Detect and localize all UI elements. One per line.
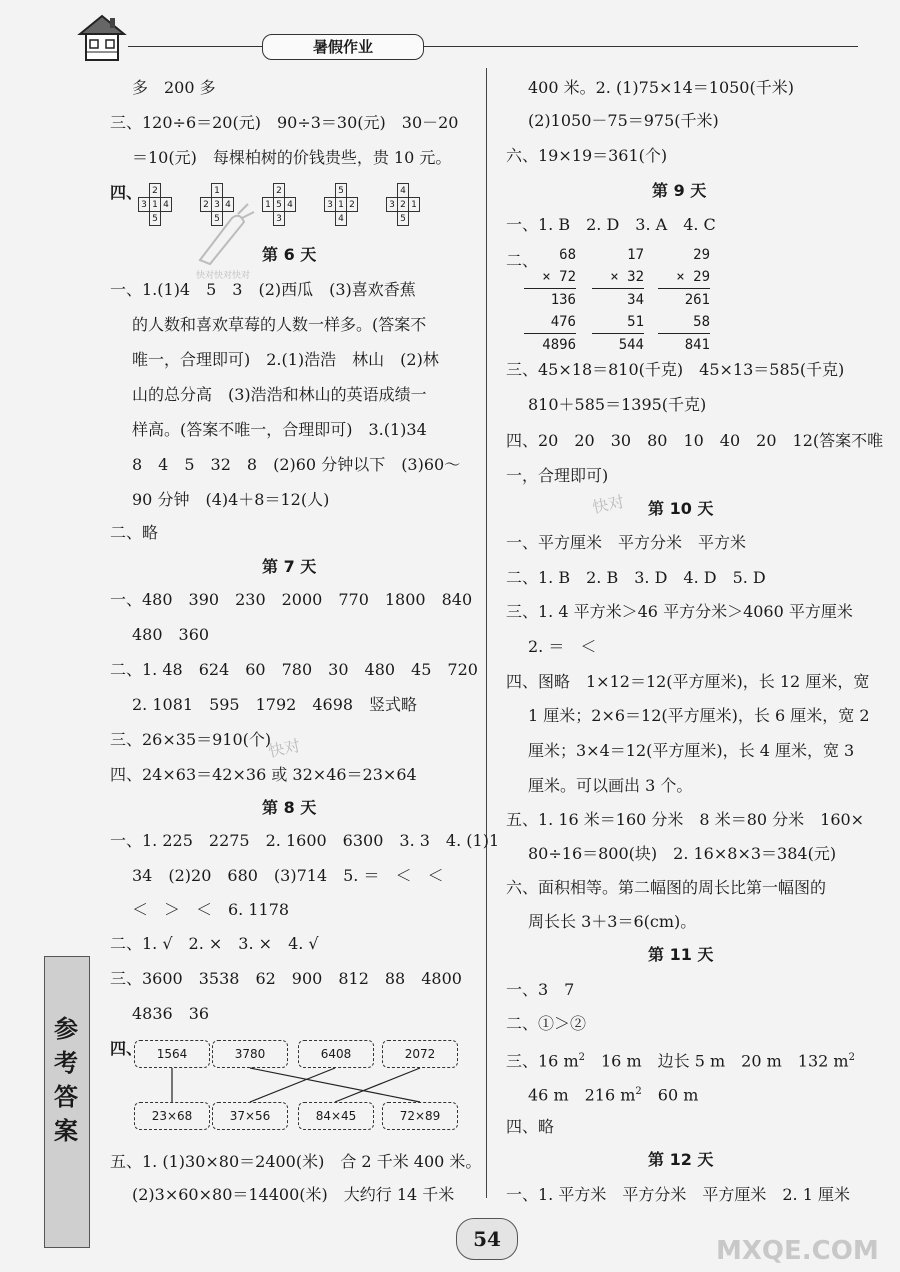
left-line: 多 200 多 bbox=[132, 78, 216, 97]
left-line: ＝10(元) 每棵柏树的价钱贵些，贵 10 元。 bbox=[132, 148, 452, 167]
cube-net-diagram: 2 1 5 4 3 bbox=[262, 183, 296, 226]
right-line: 三、45×18＝810(千克) 45×13＝585(千克) bbox=[506, 360, 845, 379]
match-box-bottom: 23×68 bbox=[134, 1102, 210, 1130]
cube-net-diagram: 2 3 1 4 5 bbox=[138, 183, 172, 226]
cube-net-diagram: 4 3 2 1 5 bbox=[386, 183, 420, 226]
left-line: 的人数和喜欢草莓的人数一样多。(答案不 bbox=[132, 315, 427, 334]
day-heading: 第 11 天 bbox=[648, 945, 714, 964]
vertical-multiplication: 17 × 32 34 51 544 bbox=[592, 244, 644, 356]
right-line: (2)1050－75＝975(千米) bbox=[528, 111, 719, 130]
cube-net-diagram: 5 3 1 2 4 bbox=[324, 183, 358, 226]
right-line: 一、平方厘米 平方分米 平方米 bbox=[506, 533, 747, 552]
right-line: 厘米；3×4＝12(平方厘米)，长 4 厘米，宽 3 bbox=[528, 741, 855, 760]
day-heading: 第 10 天 bbox=[648, 499, 714, 518]
watermark-kuaidui: 快对 bbox=[266, 735, 302, 762]
match-box-bottom: 84×45 bbox=[298, 1102, 374, 1130]
left-line: 8 4 5 32 8 (2)60 分钟以下 (3)60～ bbox=[132, 455, 461, 474]
right-line: 二、①＞② bbox=[506, 1014, 587, 1033]
left-line: 一、1. 225 2275 2. 1600 6300 3. 3 4. (1)1 bbox=[110, 831, 500, 850]
match-box-top: 3780 bbox=[212, 1040, 288, 1068]
left-line: 2. 1081 595 1792 4698 竖式略 bbox=[132, 695, 418, 714]
left-line: 三、26×35＝910(个) bbox=[110, 730, 272, 749]
right-line: 三、1. 4 平方米＞46 平方分米＞4060 平方厘米 bbox=[506, 602, 853, 621]
right-line: 一，合理即可) bbox=[506, 466, 609, 485]
left-line: ＜ ＞ ＜ 6. 1178 bbox=[132, 900, 290, 919]
left-line: 山的总分高 (3)浩浩和林山的英语成绩一 bbox=[132, 385, 427, 404]
right-line: 五、1. 16 米＝160 分米 8 米＝80 分米 160× bbox=[506, 810, 865, 829]
side-label: 参 考 答 案 bbox=[54, 1015, 78, 1145]
left-line: 三、3600 3538 62 900 812 88 4800 bbox=[110, 969, 462, 988]
cube-net-diagram: 1 2 3 4 5 bbox=[200, 183, 234, 226]
left-line: 一、480 390 230 2000 770 1800 840 bbox=[110, 590, 473, 609]
left-line: 四、 bbox=[110, 1039, 143, 1058]
day-heading: 第 8 天 bbox=[262, 798, 317, 817]
vertical-multiplication: 29 × 29 261 58 841 bbox=[658, 244, 710, 356]
right-line: 四、略 bbox=[506, 1117, 555, 1136]
left-line: 四、24×63＝42×36 或 32×46＝23×64 bbox=[110, 765, 417, 784]
right-line: 二、 bbox=[506, 251, 539, 270]
right-line: 一、1. 平方米 平方分米 平方厘米 2. 1 厘米 bbox=[506, 1185, 850, 1204]
left-line: 90 分钟 (4)4＋8＝12(人) bbox=[132, 490, 330, 509]
right-line: 六、19×19＝361(个) bbox=[506, 146, 668, 165]
match-box-top: 6408 bbox=[298, 1040, 374, 1068]
day-heading: 第 12 天 bbox=[648, 1150, 714, 1169]
left-line: 二、1. √ 2. × 3. × 4. √ bbox=[110, 934, 319, 953]
left-line: (2)3×60×80＝14400(米) 大约行 14 千米 bbox=[132, 1185, 455, 1204]
right-line: 810＋585＝1395(千克) bbox=[528, 395, 707, 414]
right-line: 四、图略 1×12＝12(平方厘米)，长 12 厘米，宽 bbox=[506, 672, 870, 691]
right-line: 一、3 7 bbox=[506, 980, 575, 999]
page-number: 54 bbox=[456, 1218, 518, 1260]
right-line: 一、1. B 2. D 3. A 4. C bbox=[506, 215, 716, 234]
day-heading: 第 7 天 bbox=[262, 557, 317, 576]
left-line: 34 (2)20 680 (3)714 5. ＝ ＜ ＜ bbox=[132, 866, 444, 885]
right-line: 四、20 20 30 80 10 40 20 12(答案不唯 bbox=[506, 431, 884, 450]
day-heading: 第 9 天 bbox=[652, 181, 707, 200]
right-line: 80÷16＝800(块) 2. 16×8×3＝384(元) bbox=[528, 844, 837, 863]
right-line: 三、16 $m^2$ 16 m 边长 5 m 20 m 132 $m^2$ bbox=[506, 1051, 855, 1071]
right-line: 六、面积相等。第二幅图的周长比第一幅图的 bbox=[506, 878, 827, 897]
watermark-kuaidui: 快对 bbox=[590, 491, 626, 518]
header-title: 暑假作业 bbox=[262, 34, 424, 60]
watermark-site: MXQE.COM bbox=[716, 1236, 879, 1266]
left-line: 四、 bbox=[110, 183, 143, 202]
left-line: 三、120÷6＝20(元) 90÷3＝30(元) 30－20 bbox=[110, 113, 459, 132]
right-line: 46 m 216 $m^2$ 60 m bbox=[528, 1085, 699, 1105]
day-heading: 第 6 天 bbox=[262, 245, 317, 264]
match-box-bottom: 72×89 bbox=[382, 1102, 458, 1130]
right-line: 1 厘米；2×6＝12(平方厘米)，长 6 厘米，宽 2 bbox=[528, 706, 870, 725]
right-line: 400 米。2. (1)75×14＝1050(千米) bbox=[528, 78, 794, 97]
left-line: 二、略 bbox=[110, 523, 159, 542]
left-line: 一、1.(1)4 5 3 (2)西瓜 (3)喜欢香蕉 bbox=[110, 280, 416, 299]
left-line: 4836 36 bbox=[132, 1004, 210, 1023]
match-box-top: 2072 bbox=[382, 1040, 458, 1068]
left-line: 唯一，合理即可) 2.(1)浩浩 林山 (2)林 bbox=[132, 350, 439, 369]
right-line: 周长长 3＋3＝6(cm)。 bbox=[528, 912, 697, 931]
left-line: 五、1. (1)30×80＝2400(米) 合 2 千米 400 米。 bbox=[110, 1152, 482, 1171]
match-box-top: 1564 bbox=[134, 1040, 210, 1068]
watermark-stamp: 快对快对快对 bbox=[196, 271, 251, 281]
match-box-bottom: 37×56 bbox=[212, 1102, 288, 1130]
left-line: 480 360 bbox=[132, 625, 210, 644]
right-line: 厘米。可以画出 3 个。 bbox=[528, 776, 693, 795]
left-line: 二、1. 48 624 60 780 30 480 45 720 bbox=[110, 660, 478, 679]
right-line: 2. ＝ ＜ bbox=[528, 637, 597, 656]
left-line: 样高。(答案不唯一，合理即可) 3.(1)34 bbox=[132, 420, 427, 439]
right-line: 二、1. B 2. B 3. D 4. D 5. D bbox=[506, 568, 766, 587]
vertical-multiplication: 68 × 72 136 476 4896 bbox=[524, 244, 576, 356]
